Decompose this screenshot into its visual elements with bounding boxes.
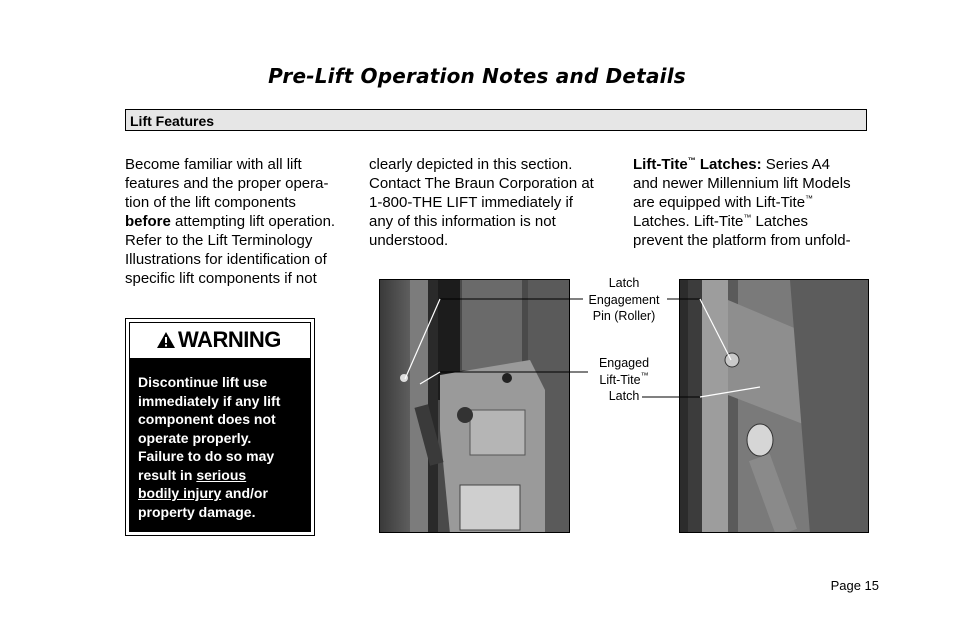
- latch-closeup-image: [680, 280, 869, 533]
- callout-engaged-latch: Engaged Lift-Tite™ Latch: [598, 356, 650, 403]
- text-line: Latches. Lift-Tite™ Latches: [633, 213, 809, 230]
- underlined-bodily-injury: bodily injury: [138, 485, 222, 501]
- callout-latch-engagement-pin: Latch Engagement Pin (Roller): [588, 276, 660, 323]
- latch-closeup-photo: [679, 279, 869, 533]
- section-header: [125, 109, 867, 131]
- warning-line: result in serious: [138, 466, 247, 483]
- text-line: [125, 212, 351, 231]
- warning-header: [130, 323, 310, 357]
- text-line: [633, 155, 873, 174]
- underlined-serious: serious: [196, 466, 247, 483]
- text-line: clearly depicted in this section.: [369, 156, 573, 173]
- warning-line: Failure to do so may: [138, 448, 275, 464]
- text-fragment: attempting lift operation.: [170, 213, 336, 230]
- text-line: tion of the lift components: [125, 194, 296, 211]
- text-line: Become familiar with all lift: [125, 156, 302, 173]
- warning-frame: [129, 322, 311, 532]
- text-line: prevent the platform from unfold-: [633, 232, 851, 249]
- warning-line: immediately if any lift: [138, 392, 281, 409]
- warning-line: component does not: [138, 411, 276, 427]
- text-line: Contact The Braun Corporation at: [369, 175, 594, 192]
- warning-triangle-icon: [156, 331, 176, 349]
- warning-box: [125, 318, 315, 536]
- lift-photo-wide-image: [380, 280, 570, 533]
- text-column-1: [125, 155, 351, 288]
- page-number: Page 15: [830, 578, 879, 593]
- warning-line: Discontinue lift use: [138, 374, 268, 390]
- warning-line: property damage.: [138, 503, 256, 520]
- text-line: are equipped with Lift-Tite™: [633, 194, 814, 211]
- warning-line: operate properly.: [138, 429, 252, 446]
- text-line: and newer Millennium lift Models: [633, 175, 851, 192]
- warning-message: [130, 358, 310, 531]
- text-line: Refer to the Lift Terminology: [125, 232, 313, 249]
- latches-heading: Lift-Tite™ Latches:: [633, 156, 762, 173]
- text-line: features and the proper opera-: [125, 175, 329, 192]
- text-line: any of this information is not: [369, 213, 556, 230]
- text-line: 1-800-THE LIFT immediately if: [369, 194, 573, 211]
- page-title: Pre-Lift Operation Notes and Details: [268, 64, 686, 88]
- warning-label: WARNING: [178, 327, 281, 352]
- section-title: Lift Features: [130, 113, 215, 129]
- text-line: specific lift components if not: [125, 270, 317, 287]
- text-column-3: [633, 155, 873, 250]
- text-fragment: Series A4: [761, 156, 830, 173]
- text-line: understood.: [369, 232, 449, 249]
- warning-line: bodily injury and/or: [138, 485, 268, 501]
- lift-photo-wide: [379, 279, 570, 533]
- text-column-2: [369, 155, 614, 250]
- text-line: Illustrations for identification of: [125, 251, 327, 268]
- emphasis-before: before: [125, 213, 171, 230]
